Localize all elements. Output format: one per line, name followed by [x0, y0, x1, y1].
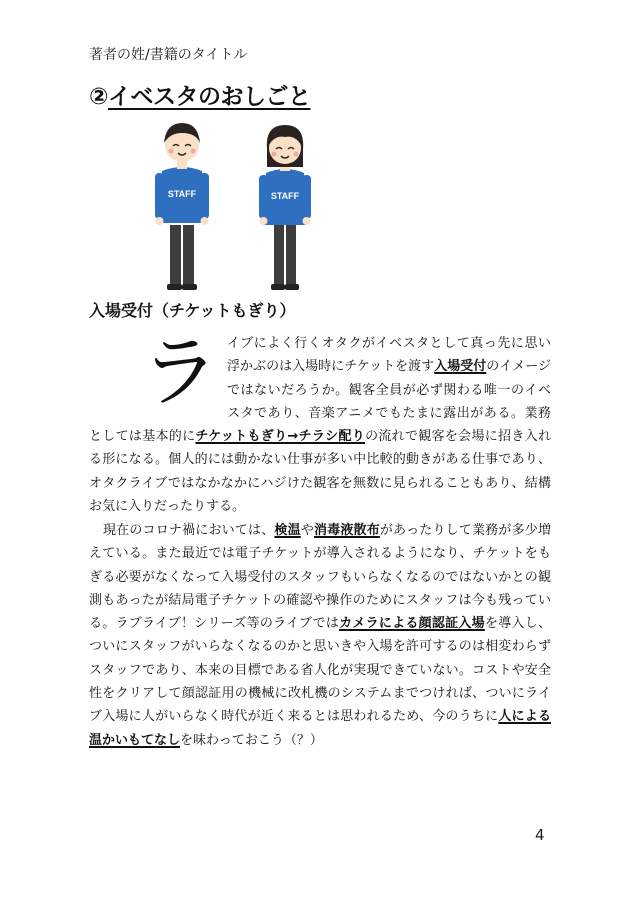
text-run: のイメージではないだろうか。観客全員が必ず関わる唯一のイベスタであり、音楽アニメでもたまに露出がある。業務としては基本的に	[89, 359, 551, 445]
staff-man-illustration	[152, 115, 212, 291]
emphasis-term: 検温	[274, 523, 301, 538]
text-run: を味わっておこう（？）	[180, 732, 323, 748]
emphasis-term: 消毒液散布	[313, 523, 380, 538]
chapter-number: ②	[89, 84, 108, 110]
text-run: や	[300, 523, 314, 538]
staff-woman-illustration	[255, 115, 315, 291]
text-run: 現在のコロナ禍においては、	[103, 523, 275, 538]
paragraph-1	[89, 328, 551, 518]
text-run: イブによく行くオタクがイベスタとして真っ先に思い浮かぶのは入場時にチケットを渡す	[227, 336, 551, 375]
paragraph-2	[89, 519, 551, 752]
section-heading: 入場受付（チケットもぎり）	[89, 301, 296, 320]
staff-label: STAFF	[167, 189, 197, 199]
text-run: の流れで観客を会場に招き入れる形になる。個人的には動かない仕事が多い中比較的動きがある仕事であり、オタクライブではなかなかにハジけた観客を無数に見られることもあり、結構お気に入りだったりする。	[89, 429, 551, 515]
emphasis-term: 入場受付	[434, 359, 487, 375]
chapter-title-text: イベスタのおしごと	[107, 84, 311, 110]
chapter-title	[89, 78, 310, 111]
emphasis-term: 人による温かいもてなし	[89, 709, 551, 748]
drop-cap: ラ	[141, 328, 220, 418]
paragraph-2-text	[89, 519, 551, 752]
running-head: 著者の姓/書籍のタイトル	[89, 47, 248, 63]
staff-label: STAFF	[270, 191, 300, 201]
text-run: を導入し、ついにスタッフがいらなくなるのかと思いきや入場を許可するのは相変わらずスタッフであり、本来の目標である省人化が実現できていない。コストや安全性をクリアして顔認証用の機械に改札機のシステムまでつければ、ついにライブ入場に人がいらなく時代が近く来るとは思われるため、今のうちに	[89, 616, 551, 725]
emphasis-term: チケットもぎり→チラシ配り	[195, 429, 366, 445]
emphasis-term: カメラによる顔認証入場	[339, 616, 485, 632]
text-run: があったりして業務が多少増えている。また最近では電子チケットが導入されるようになり、チケットをもぎる必要がなくなって入場受付のスタッフもいらなくなるのではないかとの観測もあったが結局電子チケットの確認や操作のためにスタッフは今も残っている。ラブライブ！シリーズ等のライブでは	[89, 523, 551, 632]
staff-man-figure	[155, 123, 209, 290]
staff-woman-figure	[259, 125, 311, 290]
page-number: 4	[535, 826, 545, 844]
paragraph-1-text	[89, 328, 551, 518]
